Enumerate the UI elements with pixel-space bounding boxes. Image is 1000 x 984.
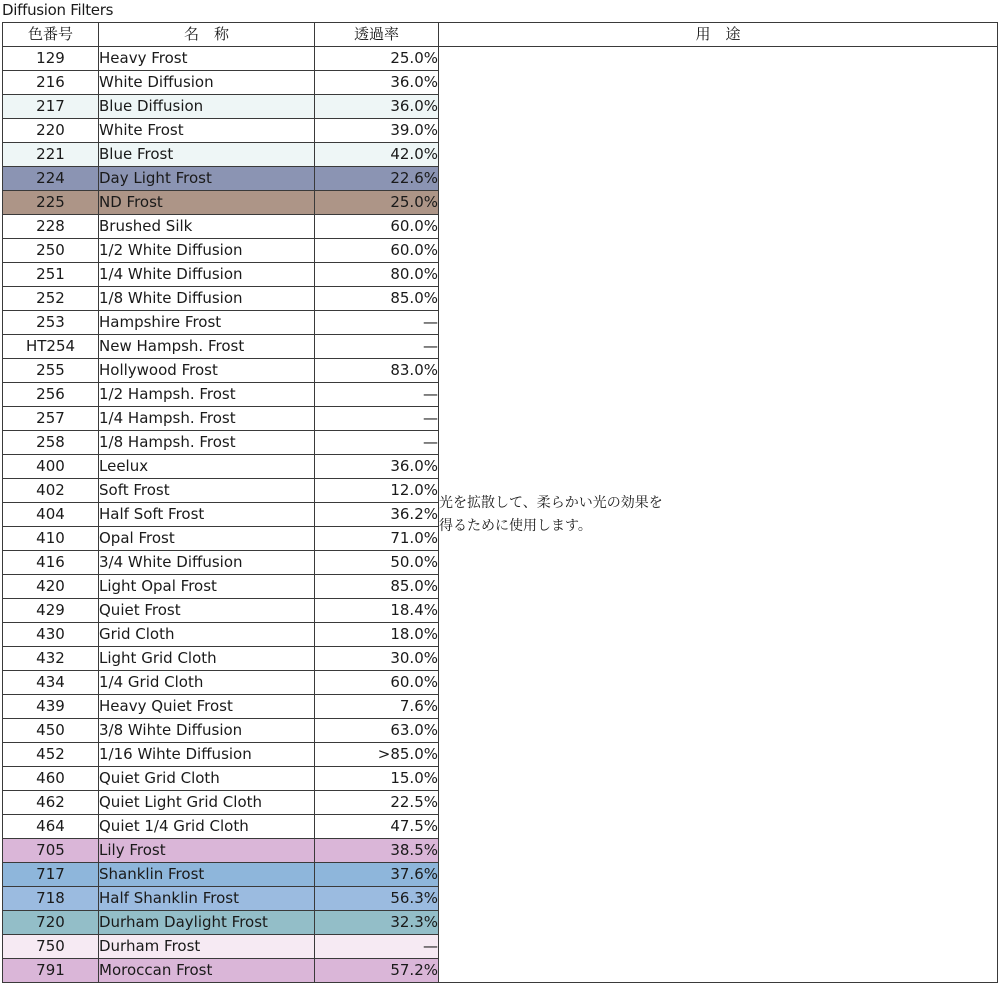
header-usage: 用 途 xyxy=(439,23,998,47)
transmission-cell: 25.0% xyxy=(315,191,439,215)
color-number-cell: 224 xyxy=(3,167,99,191)
filter-name-cell: Light Grid Cloth xyxy=(99,647,315,671)
transmission-cell: 18.4% xyxy=(315,599,439,623)
transmission-cell: 30.0% xyxy=(315,647,439,671)
transmission-cell: 80.0% xyxy=(315,263,439,287)
transmission-cell: 36.0% xyxy=(315,455,439,479)
diffusion-filters-table xyxy=(2,22,998,983)
filter-name-cell: Quiet Frost xyxy=(99,599,315,623)
color-number-cell: 410 xyxy=(3,527,99,551)
header-color-number: 色番号 xyxy=(3,23,99,47)
color-number-cell: 720 xyxy=(3,911,99,935)
transmission-cell: — xyxy=(315,335,439,359)
color-number-cell: 216 xyxy=(3,71,99,95)
color-number-cell: 258 xyxy=(3,431,99,455)
transmission-cell: 7.6% xyxy=(315,695,439,719)
color-number-cell: 432 xyxy=(3,647,99,671)
page-title: Diffusion Filters xyxy=(2,1,114,19)
filter-name-cell: 1/4 White Diffusion xyxy=(99,263,315,287)
filter-name-cell: 3/8 Wihte Diffusion xyxy=(99,719,315,743)
transmission-cell: 36.0% xyxy=(315,95,439,119)
transmission-cell: 25.0% xyxy=(315,47,439,71)
table-body xyxy=(3,47,998,983)
color-number-cell: 791 xyxy=(3,959,99,983)
transmission-cell: 47.5% xyxy=(315,815,439,839)
filter-name-cell: Quiet 1/4 Grid Cloth xyxy=(99,815,315,839)
transmission-cell: 39.0% xyxy=(315,119,439,143)
filter-name-cell: Lily Frost xyxy=(99,839,315,863)
filter-name-cell: 1/8 Hampsh. Frost xyxy=(99,431,315,455)
color-number-cell: 255 xyxy=(3,359,99,383)
transmission-cell: 60.0% xyxy=(315,239,439,263)
color-number-cell: 439 xyxy=(3,695,99,719)
color-number-cell: 228 xyxy=(3,215,99,239)
color-number-cell: 257 xyxy=(3,407,99,431)
transmission-cell: 85.0% xyxy=(315,575,439,599)
color-number-cell: 225 xyxy=(3,191,99,215)
color-number-cell: 402 xyxy=(3,479,99,503)
color-number-cell: 250 xyxy=(3,239,99,263)
color-number-cell: 750 xyxy=(3,935,99,959)
color-number-cell: 420 xyxy=(3,575,99,599)
filter-name-cell: New Hampsh. Frost xyxy=(99,335,315,359)
color-number-cell: 434 xyxy=(3,671,99,695)
table-row xyxy=(3,47,998,71)
filter-name-cell: Durham Frost xyxy=(99,935,315,959)
transmission-cell: 63.0% xyxy=(315,719,439,743)
filter-name-cell: Hampshire Frost xyxy=(99,311,315,335)
filter-name-cell: 1/4 Grid Cloth xyxy=(99,671,315,695)
transmission-cell: 32.3% xyxy=(315,911,439,935)
color-number-cell: 450 xyxy=(3,719,99,743)
color-number-cell: 251 xyxy=(3,263,99,287)
filter-name-cell: 1/2 Hampsh. Frost xyxy=(99,383,315,407)
filter-name-cell: Quiet Light Grid Cloth xyxy=(99,791,315,815)
color-number-cell: 452 xyxy=(3,743,99,767)
usage-text-line: 得るために使用します。 xyxy=(439,517,592,534)
color-number-cell: 217 xyxy=(3,95,99,119)
filter-name-cell: Day Light Frost xyxy=(99,167,315,191)
transmission-cell: 60.0% xyxy=(315,215,439,239)
color-number-cell: 253 xyxy=(3,311,99,335)
color-number-cell: 705 xyxy=(3,839,99,863)
transmission-cell: — xyxy=(315,383,439,407)
filter-name-cell: Moroccan Frost xyxy=(99,959,315,983)
color-number-cell: 718 xyxy=(3,887,99,911)
transmission-cell: 83.0% xyxy=(315,359,439,383)
transmission-cell: 18.0% xyxy=(315,623,439,647)
transmission-cell: — xyxy=(315,311,439,335)
color-number-cell: 430 xyxy=(3,623,99,647)
transmission-cell: — xyxy=(315,407,439,431)
transmission-cell: >85.0% xyxy=(315,743,439,767)
transmission-cell: 12.0% xyxy=(315,479,439,503)
color-number-cell: 129 xyxy=(3,47,99,71)
transmission-cell: 15.0% xyxy=(315,767,439,791)
filter-name-cell: Leelux xyxy=(99,455,315,479)
filter-name-cell: Light Opal Frost xyxy=(99,575,315,599)
filter-name-cell: Opal Frost xyxy=(99,527,315,551)
transmission-cell: 36.2% xyxy=(315,503,439,527)
filter-name-cell: 1/8 White Diffusion xyxy=(99,287,315,311)
color-number-cell: 220 xyxy=(3,119,99,143)
transmission-cell: 36.0% xyxy=(315,71,439,95)
filter-name-cell: 3/4 White Diffusion xyxy=(99,551,315,575)
usage-text-line: 光を拡散して、柔らかい光の効果を xyxy=(439,494,663,511)
table-header-row xyxy=(3,23,998,47)
color-number-cell: 400 xyxy=(3,455,99,479)
transmission-cell: 85.0% xyxy=(315,287,439,311)
color-number-cell: 221 xyxy=(3,143,99,167)
filter-name-cell: Shanklin Frost xyxy=(99,863,315,887)
transmission-cell: 57.2% xyxy=(315,959,439,983)
transmission-cell: 22.6% xyxy=(315,167,439,191)
color-number-cell: 416 xyxy=(3,551,99,575)
filter-name-cell: Blue Frost xyxy=(99,143,315,167)
header-name: 名 称 xyxy=(99,23,315,47)
filter-name-cell: Heavy Quiet Frost xyxy=(99,695,315,719)
color-number-cell: 462 xyxy=(3,791,99,815)
color-number-cell: HT254 xyxy=(3,335,99,359)
color-number-cell: 404 xyxy=(3,503,99,527)
color-number-cell: 256 xyxy=(3,383,99,407)
filter-name-cell: 1/4 Hampsh. Frost xyxy=(99,407,315,431)
transmission-cell: 38.5% xyxy=(315,839,439,863)
transmission-cell: — xyxy=(315,431,439,455)
filter-name-cell: Blue Diffusion xyxy=(99,95,315,119)
color-number-cell: 460 xyxy=(3,767,99,791)
filter-name-cell: Half Soft Frost xyxy=(99,503,315,527)
filter-name-cell: Brushed Silk xyxy=(99,215,315,239)
transmission-cell: 22.5% xyxy=(315,791,439,815)
transmission-cell: 37.6% xyxy=(315,863,439,887)
usage-description-cell xyxy=(439,47,998,983)
color-number-cell: 464 xyxy=(3,815,99,839)
color-number-cell: 252 xyxy=(3,287,99,311)
filter-name-cell: 1/2 White Diffusion xyxy=(99,239,315,263)
filter-name-cell: Durham Daylight Frost xyxy=(99,911,315,935)
transmission-cell: 60.0% xyxy=(315,671,439,695)
filter-name-cell: White Frost xyxy=(99,119,315,143)
transmission-cell: 56.3% xyxy=(315,887,439,911)
filter-name-cell: Soft Frost xyxy=(99,479,315,503)
filter-name-cell: White Diffusion xyxy=(99,71,315,95)
filter-name-cell: ND Frost xyxy=(99,191,315,215)
filter-name-cell: Half Shanklin Frost xyxy=(99,887,315,911)
header-transmission: 透過率 xyxy=(315,23,439,47)
color-number-cell: 429 xyxy=(3,599,99,623)
transmission-cell: 71.0% xyxy=(315,527,439,551)
transmission-cell: — xyxy=(315,935,439,959)
filter-name-cell: 1/16 Wihte Diffusion xyxy=(99,743,315,767)
color-number-cell: 717 xyxy=(3,863,99,887)
filter-name-cell: Heavy Frost xyxy=(99,47,315,71)
filter-name-cell: Grid Cloth xyxy=(99,623,315,647)
filter-name-cell: Quiet Grid Cloth xyxy=(99,767,315,791)
filter-name-cell: Hollywood Frost xyxy=(99,359,315,383)
transmission-cell: 42.0% xyxy=(315,143,439,167)
transmission-cell: 50.0% xyxy=(315,551,439,575)
